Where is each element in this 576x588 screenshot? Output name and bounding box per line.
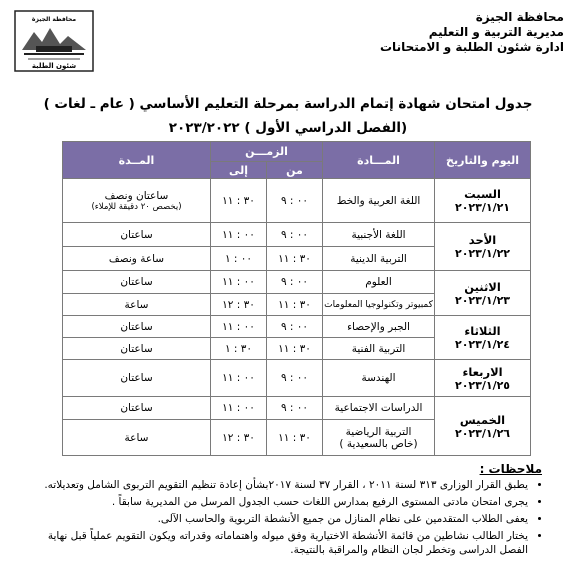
day-cell	[435, 397, 531, 456]
header-from: من	[267, 162, 323, 179]
time-from-cell: ٠٠ : ٩	[267, 316, 323, 338]
subject-cell: التربية الدينية	[323, 247, 435, 271]
time-from-cell: ٠٠ : ٩	[267, 223, 323, 247]
header-department: ادارة شئون الطلبة و الامتحانات	[380, 40, 564, 54]
subject-cell: اللغة الأجنبية	[323, 223, 435, 247]
table-row	[63, 397, 531, 420]
time-from-cell: ٣٠ : ١١	[267, 420, 323, 456]
duration-cell	[63, 179, 211, 223]
time-from-cell: ٠٠ : ٩	[267, 397, 323, 420]
header-directorate: مديرية التربية و التعليم	[428, 25, 564, 39]
notes-title: ملاحظات :	[479, 462, 542, 476]
time-to-cell: ٠٠ : ١١	[211, 316, 267, 338]
subject-cell: الدراسات الاجتماعية	[323, 397, 435, 420]
day-date: ٢٠٢٣/١/٢١	[454, 201, 511, 214]
duration-cell: ساعتان	[63, 271, 211, 294]
table-row	[63, 179, 531, 223]
document-title: جدول امتحان شهادة إتمام الدراسة بمرحلة التعليم الأساسي ( عام ـ لغات )	[43, 96, 533, 112]
subject-cell: العلوم	[323, 271, 435, 294]
subject-cell: الجبر والإحصاء	[323, 316, 435, 338]
logo-bottom-text: شئون الطلبة	[31, 62, 77, 70]
table-row	[63, 271, 531, 294]
time-to-cell: ٠٠ : ١١	[211, 360, 267, 397]
day-name: الأحد	[468, 233, 497, 247]
subject-cell: التربية الفنية	[323, 338, 435, 360]
header-time: الزمـــن	[211, 142, 323, 162]
document-subtitle: (الفصل الدراسي الأول ) ٢٠٢٣/٢٠٢٢	[168, 120, 408, 136]
day-cell	[435, 360, 531, 397]
day-name: الاربعاء	[462, 364, 503, 379]
duration-cell: ساعتان	[63, 360, 211, 397]
header-day-date: اليوم والتاريخ	[435, 142, 531, 179]
day-date: ٢٠٢٣/١/٢٤	[454, 338, 511, 351]
list-item: • يطبق القرار الوزارى ٣١٣ لسنة ٢٠١١ ، القرار ٣٧ لسنة ٢٠١٧بشأن إعادة تنظيم التقويم التربوى الشامل وتعديلاته.	[32, 478, 528, 492]
duration-cell: ساعتان	[63, 397, 211, 420]
duration-cell: ساعة	[63, 294, 211, 316]
header-to: إلى	[211, 162, 267, 179]
governorate-logo-icon	[14, 10, 94, 72]
logo-top-text: محافظة الجيزة	[31, 16, 77, 23]
day-cell	[435, 223, 531, 271]
time-to-cell: ٣٠ : ١	[211, 338, 267, 360]
day-cell	[435, 316, 531, 360]
day-name: الاثنين	[464, 279, 501, 294]
exam-schedule-table	[62, 141, 531, 456]
time-from-cell: ٣٠ : ١١	[267, 338, 323, 360]
day-date: ٢٠٢٣/١/٢٢	[454, 247, 511, 260]
duration-note: (يخصص ٢٠ دقيقة للإملاء)	[91, 201, 182, 212]
time-to-cell: ٣٠ : ١٢	[211, 294, 267, 316]
time-to-cell: ٠٠ : ١	[211, 247, 267, 271]
day-date: ٢٠٢٣/١/٢٣	[454, 293, 511, 307]
time-to-cell: ٣٠ : ١١	[211, 179, 267, 223]
day-date: ٢٠٢٣/١/٢٦	[454, 426, 511, 440]
subject-cell: الهندسة	[323, 360, 435, 397]
header-subject: المـــادة	[323, 142, 435, 179]
table-row	[63, 223, 531, 247]
day-name: الثلاثاء	[464, 324, 501, 338]
office-header	[344, 10, 564, 55]
duration-cell: ساعتان	[63, 223, 211, 247]
time-from-cell: ٣٠ : ١١	[267, 294, 323, 316]
duration-cell: ساعتان	[63, 338, 211, 360]
time-to-cell: ٠٠ : ١١	[211, 397, 267, 420]
subject-note: (خاص بالسعيدية )	[339, 437, 418, 450]
time-from-cell: ٠٠ : ٩	[267, 360, 323, 397]
header-governorate: محافظة الجيزة	[475, 10, 564, 24]
time-to-cell: ٠٠ : ١١	[211, 223, 267, 247]
subject-cell: اللغة العربية والخط	[323, 179, 435, 223]
day-cell	[435, 271, 531, 316]
time-from-cell: ٠٠ : ٩	[267, 271, 323, 294]
duration-cell: ساعة	[63, 420, 211, 456]
duration-cell: ساعتان	[63, 316, 211, 338]
time-from-cell: ٠٠ : ٩	[267, 179, 323, 223]
notes-list	[32, 478, 542, 557]
day-name: السبت	[464, 187, 501, 201]
subject-cell	[323, 420, 435, 456]
list-item: • يعفى الطلاب المتقدمين على نظام المنازل من جميع الأنشطة التربوية والحاسب الآلى.	[32, 512, 528, 526]
time-to-cell: ٠٠ : ١١	[211, 271, 267, 294]
header-duration: المــدة	[63, 142, 211, 179]
list-item: • يختار الطالب نشاطين من قائمة الأنشطة الاختيارية وفق ميوله واهتماماته وقدراته ويكون التقويم عملياً قبل نهاية الفصل الدراسى وتخطر لجان النظام والمراقبة بالنتيجة.	[32, 529, 528, 557]
table-row	[63, 360, 531, 397]
day-date: ٢٠٢٣/١/٢٥	[454, 378, 511, 392]
list-item: • يجرى امتحان مادتى المستوى الرفيع بمدارس اللغات حسب الجدول المرسل من المديرية سابقاً .	[32, 495, 528, 509]
notes-section	[32, 462, 542, 560]
duration-text: ساعتان ونصف	[104, 189, 169, 202]
subject-text: التربية الرياضية	[345, 425, 412, 438]
day-cell	[435, 179, 531, 223]
duration-cell: ساعة ونصف	[63, 247, 211, 271]
subject-cell: كمبيوتر وتكنولوجيا المعلومات	[323, 294, 435, 316]
time-from-cell: ٣٠ : ١١	[267, 247, 323, 271]
time-to-cell: ٣٠ : ١٢	[211, 420, 267, 456]
day-name: الخميس	[459, 412, 506, 427]
table-row	[63, 316, 531, 338]
